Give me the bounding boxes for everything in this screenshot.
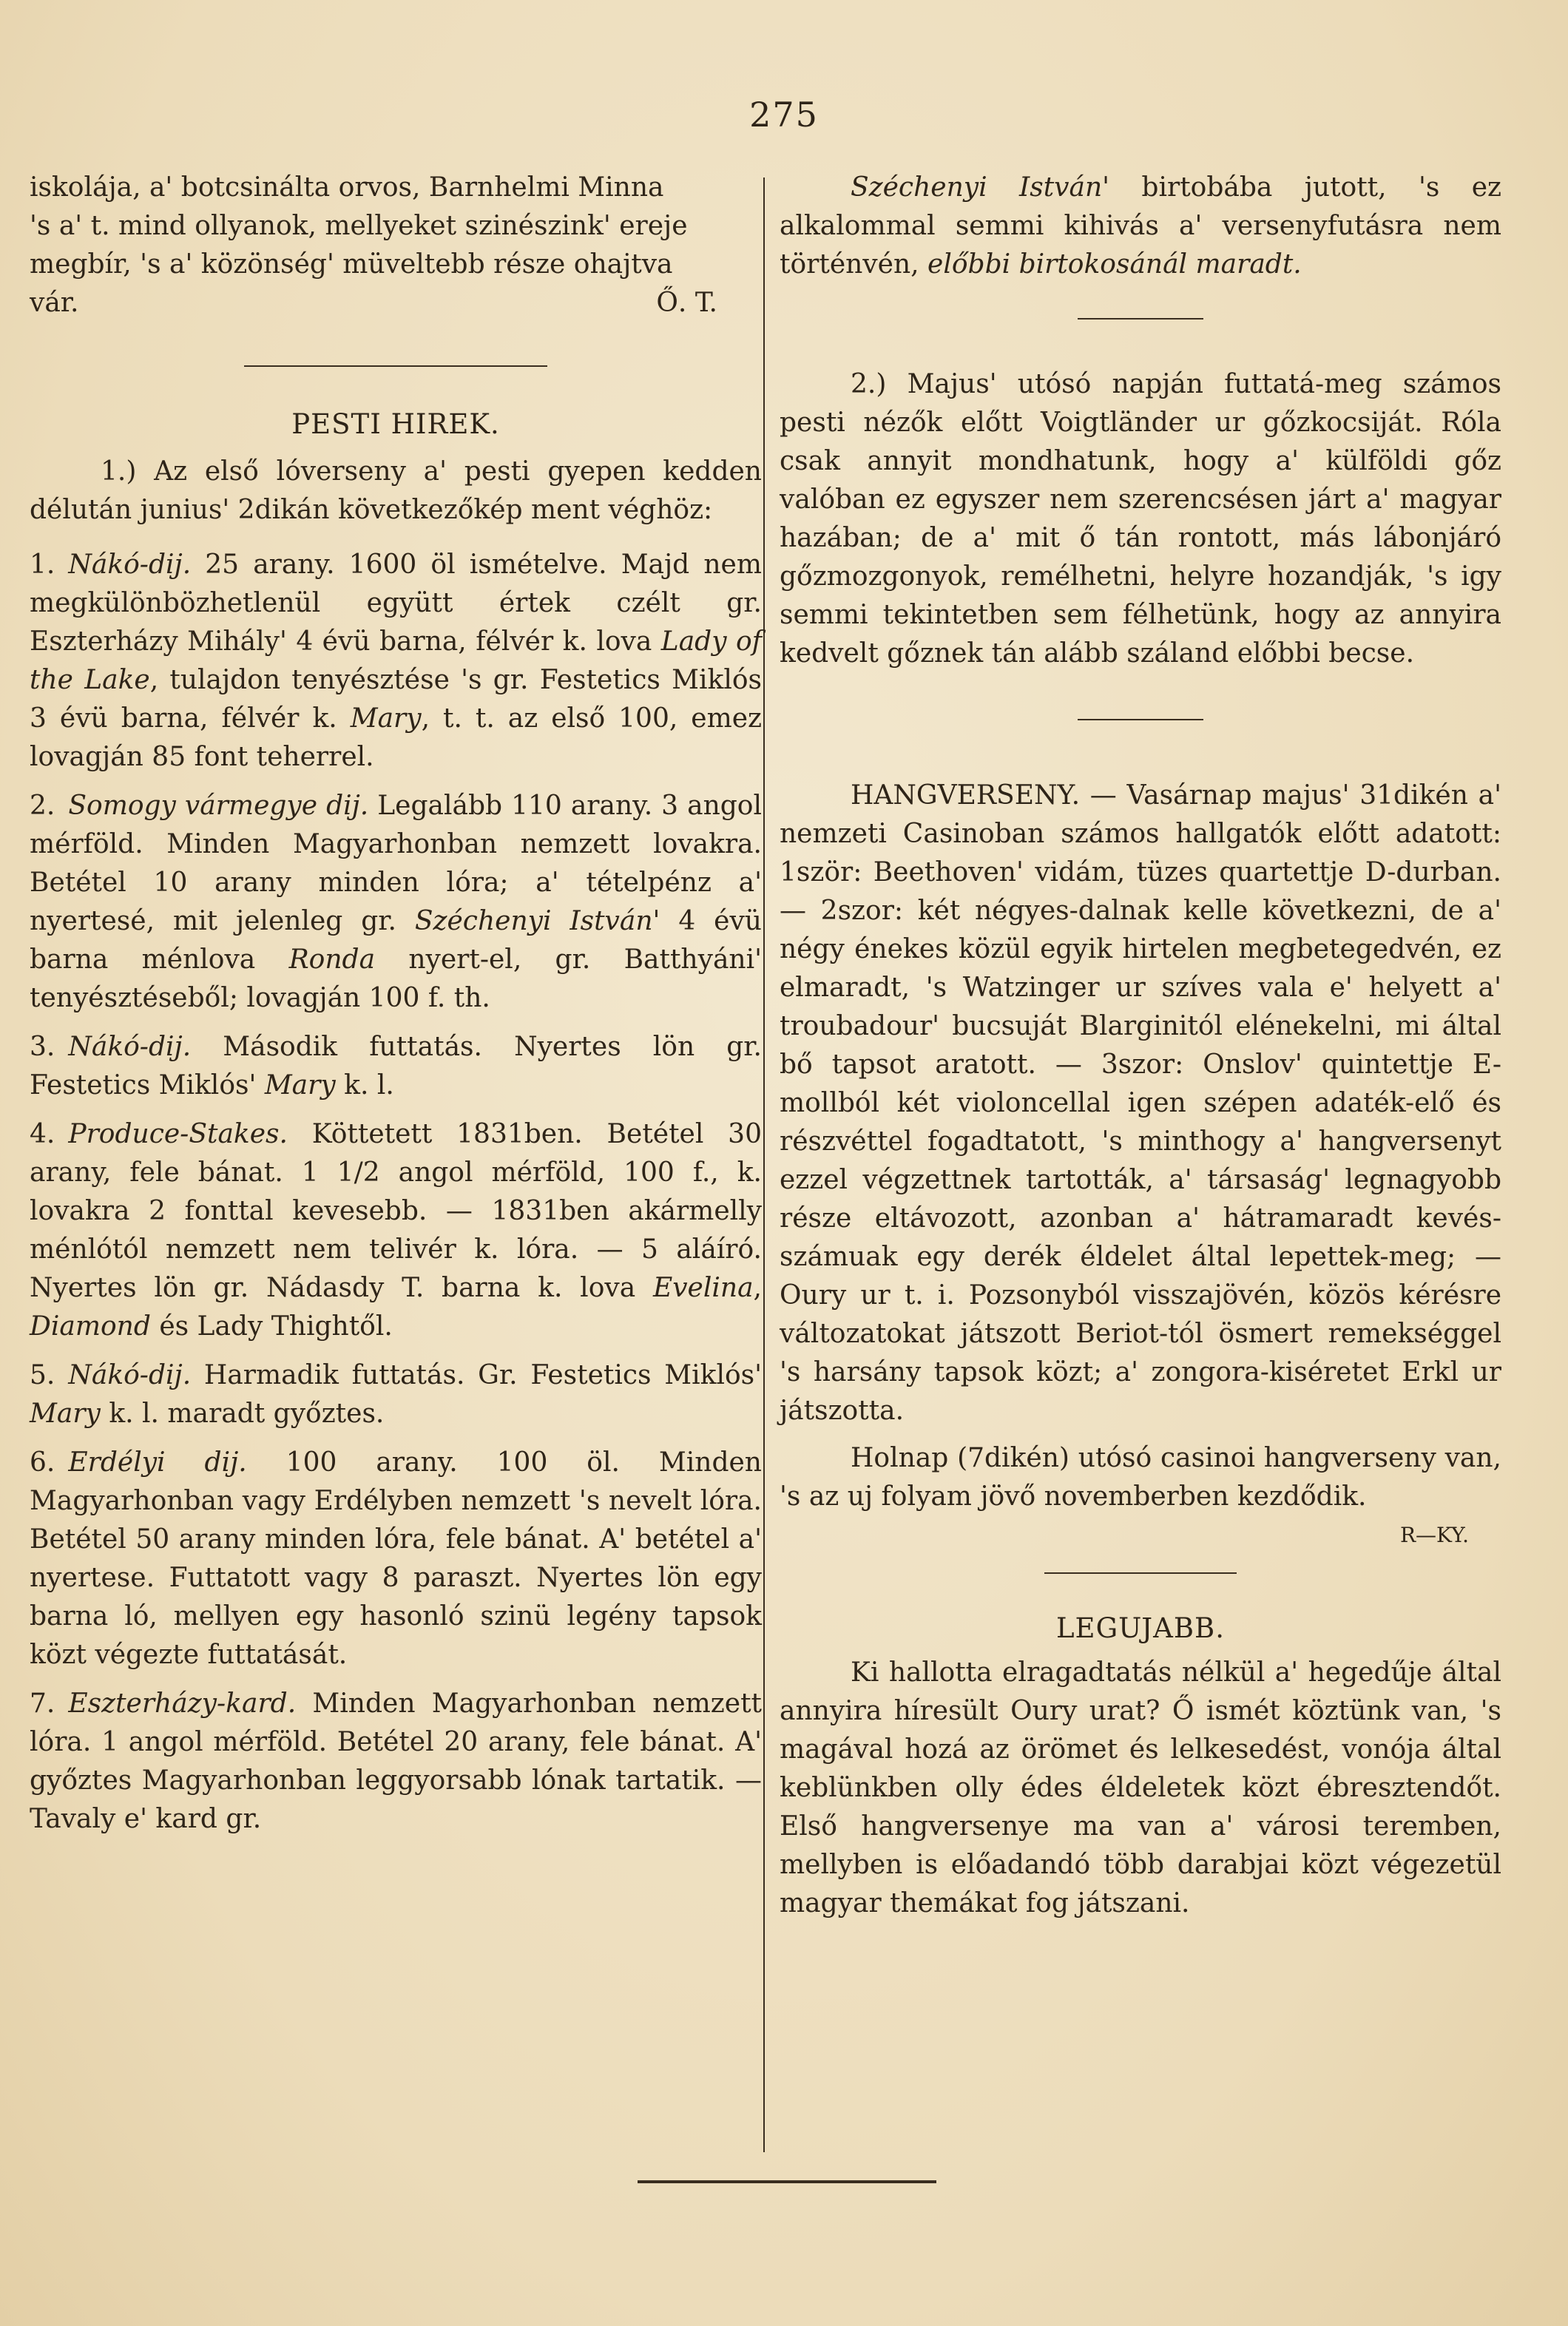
race-text: Minden Magyarhonban nemzett lóra. 1 angol mérföld. Betétel 20 arany, fele bánat. A' győztes Magyarhonban leggyorsabb lónak tartatik. — Tavaly e' kard gr.: [30, 1688, 762, 1834]
race-number: 6.: [30, 1447, 55, 1478]
page-number: 275: [749, 95, 819, 135]
race-title: Nákó-dij.: [68, 550, 192, 580]
race-text: ,: [753, 1273, 762, 1303]
lead-paragraph: 1.) Az első lóverseny a' pesti gyepen kedden délután junius' 2dikán következőkép ment véghöz:: [30, 456, 762, 525]
race-emphasis: Mary: [30, 1399, 101, 1429]
race-title: Nákó-dij.: [68, 1360, 192, 1390]
race-text: , tulajdon tenyésztése 's gr. Festetics Miklós 3 évü barna, félvér k.: [30, 665, 762, 734]
race-title: Erdélyi dij.: [68, 1447, 247, 1478]
section-separator: [1078, 318, 1203, 320]
race-text: , t. t. az első 100, emez lovagján 85 font teherrel.: [30, 703, 762, 772]
steam-car-paragraph: 2.) Majus' utósó napján futtatá-meg számos pesti nézők előtt Voigtländer ur gőzkocsiját. Róla csak annyit mondhatunk, hogy a' külföldi gőz valóban ez egyszer nem szerencsésen járt a' magyar hazában; de a' mit ő tán rontott, más lábonjáró gőzmozgonyok, remélhetni, helyre hozandják, 's igy semmi tekintetben sem félhetünk, hogy az annyira kedvelt gőznek tán alább száland előbbi becse.: [780, 369, 1501, 669]
intro-end: [30, 284, 762, 322]
race-emphasis: Ronda: [288, 944, 376, 975]
section-heading-legujabb: LEGUJABB.: [1055, 1612, 1226, 1644]
race-item: [30, 1444, 762, 1674]
race-emphasis: Lady of the Lake: [30, 626, 762, 695]
race-item: [30, 787, 762, 1018]
continuation-text: birtobába jutott, 's ez alkalommal semmi kihivás a' versenyfutásra nem történvén,: [780, 172, 1501, 280]
race-text: 4 évü barna ménlova: [30, 906, 762, 975]
race-title: Somogy vármegye dij.: [68, 791, 369, 821]
race-emphasis: Diamond: [30, 1311, 151, 1342]
section-separator: [1044, 1572, 1237, 1574]
right-column: [780, 169, 1501, 1923]
section-separator: [1078, 719, 1203, 720]
race-number: 4.: [30, 1119, 55, 1149]
latest-paragraph: Ki hallotta elragadtatás nélkül a' hegedűje által annyira híresült Oury urat? Ő ismét köztünk van, 's magával hozá az örömet és lelkesedést, vonója által keblünkben olly édes éldeletek közt ébresztendőt. Első hangversenye ma van a' városi teremben, mellyben is előadandó több darabjai közt végezetül magyar themákat fog játszani.: [780, 1657, 1501, 1918]
concert-followup: Holnap (7dikén) utósó casinoi hangverseny van, 's az uj folyam jövő novemberben kezdődik.: [780, 1443, 1501, 1512]
race-item: [30, 546, 762, 777]
race-text: Köttetett 1831ben. Betétel 30 arany, fele bánat. 1 1/2 angol mérföld, 100 f., k. lovakra 2 fonttal kevesebb. — 1831ben akármelly ménlótól nemzett nem telivér k. lóra. — 5 aláíró. Nyertes lön gr. Nádasdy T. barna k. lova: [30, 1119, 762, 1303]
race-number: 7.: [30, 1688, 55, 1719]
race-title: Nákó-dij.: [68, 1032, 192, 1062]
race-emphasis: Mary: [264, 1070, 336, 1101]
race-emphasis: Széchenyi István': [414, 906, 660, 936]
race-text: Legalább 110 arany. 3 angol mérföld. Minden Magyarhonban nemzett lovakra. Betétel 10 arany minden lóra; a' tételpénz a' nyertesé, mit jelenleg gr.: [30, 791, 762, 936]
race-emphasis: Evelina: [652, 1273, 754, 1303]
continuation-emphasis-end: előbbi birtokosánál maradt.: [927, 249, 1302, 280]
race-text: Második futtatás. Nyertes lön gr. Festetics Miklós': [30, 1032, 762, 1101]
bottom-rule: [638, 2180, 936, 2183]
race-number: 2.: [30, 791, 55, 821]
race-item: [30, 1685, 762, 1839]
intro-last-word: vár.: [30, 288, 79, 318]
race-item: [30, 1028, 762, 1105]
section-separator: [244, 365, 547, 367]
race-title: Produce-Stakes.: [68, 1119, 288, 1149]
intro-signature: Ő. T.: [656, 288, 717, 318]
race-text: k. l.: [335, 1070, 394, 1101]
race-text: nyert-el, gr. Batthyáni' tenyésztéseből; lovagján 100 f. th.: [30, 944, 763, 1013]
intro-line: iskolája, a' botcsinálta orvos, Barnhelmi Minna: [30, 172, 664, 203]
race-number: 5.: [30, 1360, 55, 1390]
intro-line: megbír, 's a' közönség' müveltebb része ohajtva: [30, 249, 673, 280]
section-heading-pesti-hirek: PESTI HIREK.: [291, 408, 500, 440]
race-list: [30, 546, 762, 1839]
race-item: [30, 1115, 762, 1346]
race-number: 1.: [30, 550, 55, 580]
concert-signature: R—KY.: [1399, 1523, 1469, 1547]
race-text: k. l. maradt győztes.: [100, 1399, 385, 1429]
race-text: 25 arany. 1600 öl ismételve. Majd nem megkülönbözhetlenül együtt értek czélt gr. Eszterházy Mihály' 4 évü barna, félvér k. lova: [30, 550, 762, 657]
race-number: 3.: [30, 1032, 55, 1062]
concert-paragraph: [780, 777, 1501, 1430]
continuation-emphasis: Széchenyi István': [851, 172, 1110, 203]
concert-heading: HANGVERSENY.: [851, 780, 1081, 811]
race-emphasis: Mary: [350, 703, 422, 734]
race-text: 100 arany. 100 öl. Minden Magyarhonban vagy Erdélyben nemzett 's nevelt lóra. Betétel 50 arany minden lóra, fele bánat. A' betétel a' nyertese. Futtatott vagy 8 paraszt. Nyertes lön egy barna ló, mellyen egy hasonló szinü legény tapsok közt végezte futtatását.: [30, 1447, 762, 1670]
race-text: és Lady Thightől.: [150, 1311, 393, 1342]
continuation-paragraph: [780, 169, 1501, 284]
race-item: [30, 1356, 762, 1433]
concert-text: — Vasárnap majus' 31dikén a' nemzeti Casinoban számos hallgatók előtt adatott: 1ször: Beethoven' vidám, tüzes quartettje D-durban. — 2szor: két négyes-dalnak kelle következni, de a' négy énekes közül egyik hirtelen megbetegedvén, ez elmaradt, 's Watzinger ur szíves vala e' helyett a' troubadour' bucsuját Blarginitól elénekelni, mi által bő tapsot aratott. — 3szor: Onslov' quintettje E-mollból két violoncellal igen szépen adaték-elő és részvéttel fogadtatott, 's minthogy a' hangversenyt ezzel végzettnek tartották, a' társaság' legnagyobb része eltávozott, azonban a' hátramaradt kevés-számuak egy derék éldelet által lepettek-meg; — Oury ur t. i. Pozsonyból visszajövén, közös kérésre változatokat játszott Beriot-tól ösmert remekséggel 's harsány tapsok közt; a' zongora-kiséretet Erkl ur játszotta.: [780, 780, 1501, 1426]
column-divider: [763, 178, 765, 2152]
intro-line: 's a' t. mind ollyanok, mellyeket szinészink' ereje: [30, 211, 688, 241]
left-column: [30, 169, 762, 1849]
race-title: Eszterházy-kard.: [68, 1688, 297, 1719]
race-text: Harmadik futtatás. Gr. Festetics Miklós': [191, 1360, 762, 1390]
